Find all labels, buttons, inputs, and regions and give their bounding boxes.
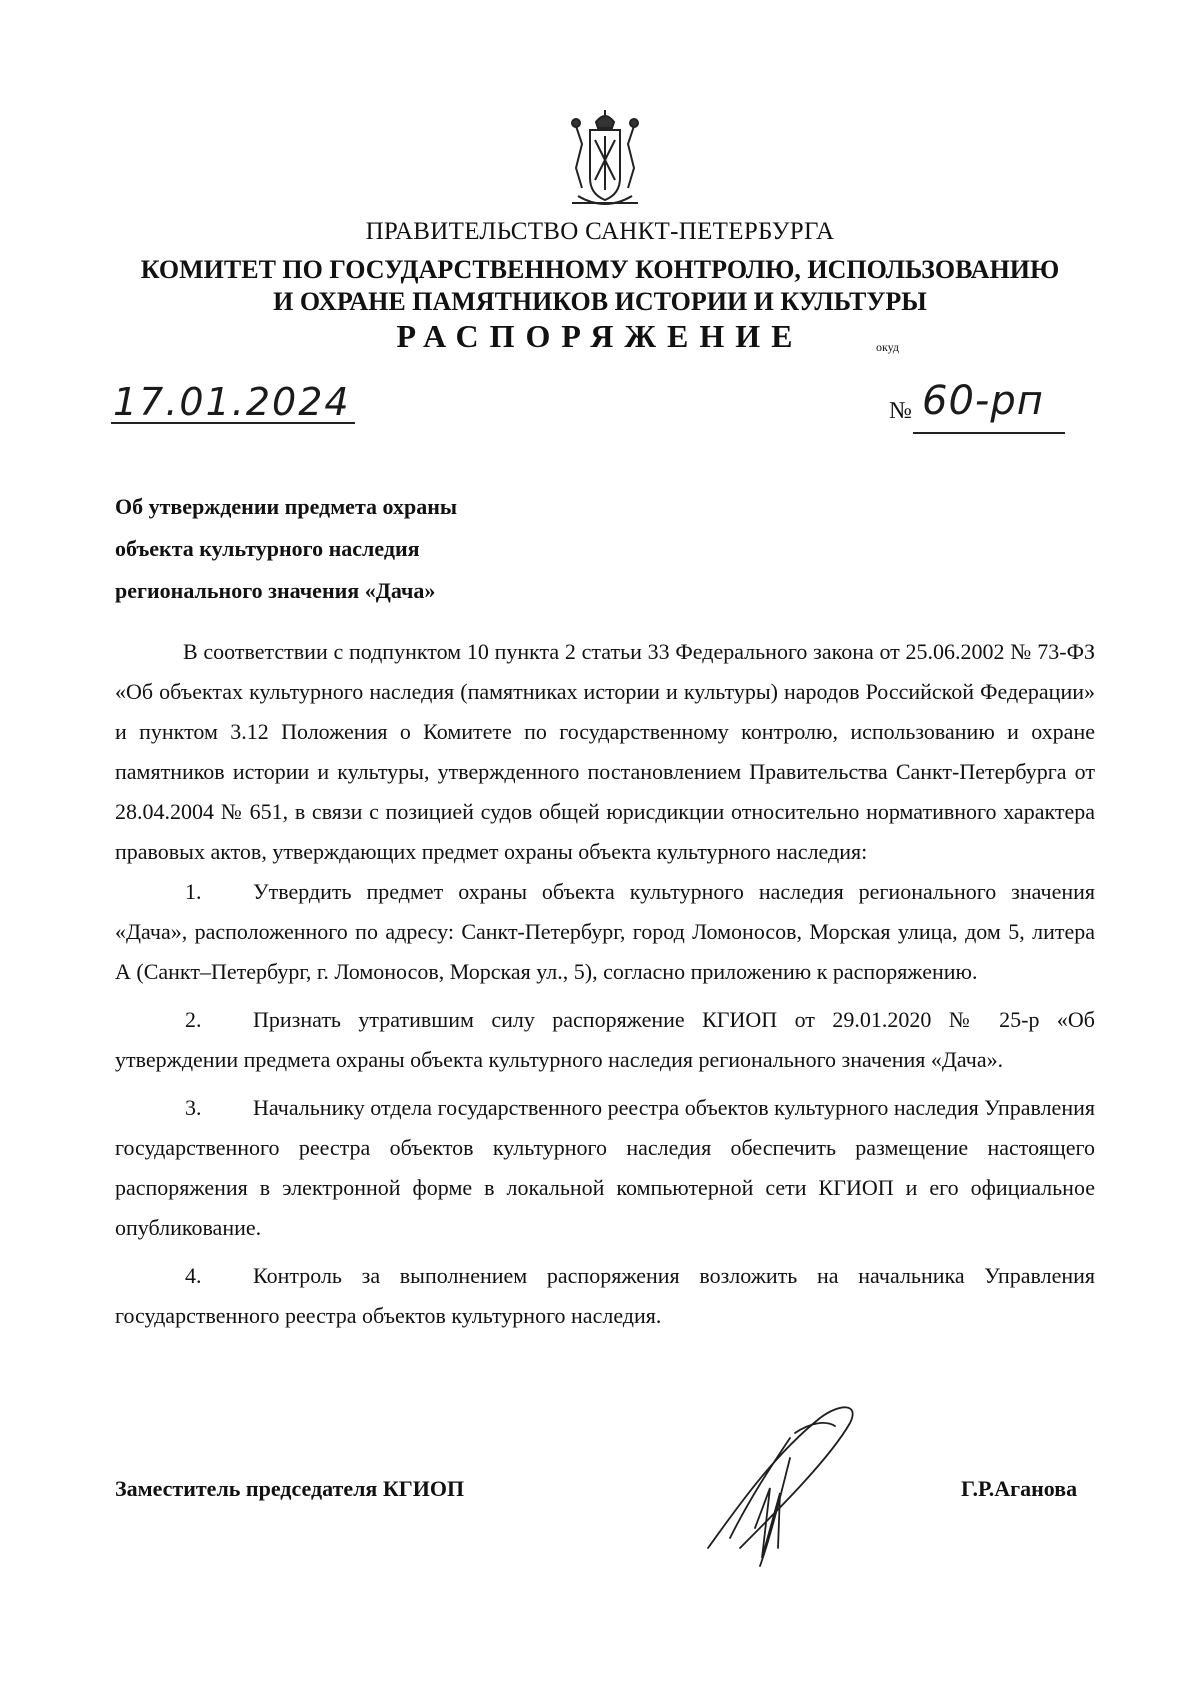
okud-label: окуд	[876, 340, 900, 354]
order-item	[115, 1000, 1095, 1080]
subject-line: объекта культурного наследия	[115, 536, 420, 561]
subject-line: регионального значения «Дача»	[115, 578, 436, 603]
committee-name-line: КОМИТЕТ ПО ГОСУДАРСТВЕННОМУ КОНТРОЛЮ, ИСПОЛЬЗОВАНИЮ	[140, 255, 1060, 284]
item-text: Контроль за выполнением распоряжения возложить на начальника Управления государственного реестра объектов культурного наследия.	[115, 1263, 1095, 1328]
item-text: Начальнику отдела государственного реестра объектов культурного наследия Управления государственного реестра объектов культурного наследия обеспечить размещение настоящего распоряжения в электронной форме в локальной компьютерной сети КГИОП и его официальное опубликование.	[115, 1095, 1095, 1240]
number-sign: №	[889, 398, 912, 424]
preamble-paragraph: В соответствии с подпунктом 10 пункта 2 статьи 33 Федерального закона от 25.06.2002 № 73-ФЗ «Об объектах культурного наследия (памятниках истории и культуры) народов Российской Федерации» и пунктом 3.12 Положения о Комитете по государственному контролю, использованию и охране памятников истории и культуры, утвержденного постановлением Правительства Санкт-Петербурга от 28.04.2004 № 651, в связи с позицией судов общей юрисдикции относительно нормативного характера правовых актов, утверждающих предмет охраны объекта культурного наследия:	[115, 639, 1095, 864]
government-name: ПРАВИТЕЛЬСТВО САНКТ-ПЕТЕРБУРГА	[365, 218, 835, 245]
document-type-title: РАСПОРЯЖЕНИЕ	[396, 318, 804, 354]
subject-line: Об утверждении предмета охраны	[115, 494, 458, 519]
signer-name: Г.Р.Аганова	[961, 1476, 1078, 1501]
coat-of-arms-icon	[562, 108, 648, 212]
item-text: Утвердить предмет охраны объекта культурного наследия регионального значения «Дача», расположенного по адресу: Санкт-Петербург, город Ломоносов, Морская улица, дом 5, литера А (Санкт–Петербург, г. Ломоносов, Морская ул., 5), согласно приложению к распоряжению.	[115, 879, 1095, 984]
order-item	[115, 872, 1095, 992]
order-item	[115, 1256, 1095, 1336]
document-number: 60-рп	[922, 378, 1044, 424]
document-subject	[115, 486, 457, 612]
number-underline	[913, 432, 1065, 434]
item-number: 3.	[185, 1095, 202, 1120]
item-number: 4.	[185, 1263, 202, 1288]
document-date: 17.01.2024	[111, 382, 355, 424]
document-body	[115, 632, 1095, 1336]
item-text: Признать утратившим силу распоряжение КГИОП от 29.01.2020 № 25-р «Об утверждении предмета охраны объекта культурного наследия регионального значения «Дача».	[115, 1007, 1095, 1072]
item-number: 1.	[185, 879, 202, 904]
order-item	[115, 1088, 1095, 1248]
committee-name	[0, 254, 1200, 318]
item-number: 2.	[185, 1007, 202, 1032]
committee-name-line: И ОХРАНЕ ПАМЯТНИКОВ ИСТОРИИ И КУЛЬТУРЫ	[273, 287, 927, 316]
handwritten-signature	[700, 1398, 865, 1568]
signer-position: Заместитель председателя КГИОП	[115, 1476, 465, 1501]
